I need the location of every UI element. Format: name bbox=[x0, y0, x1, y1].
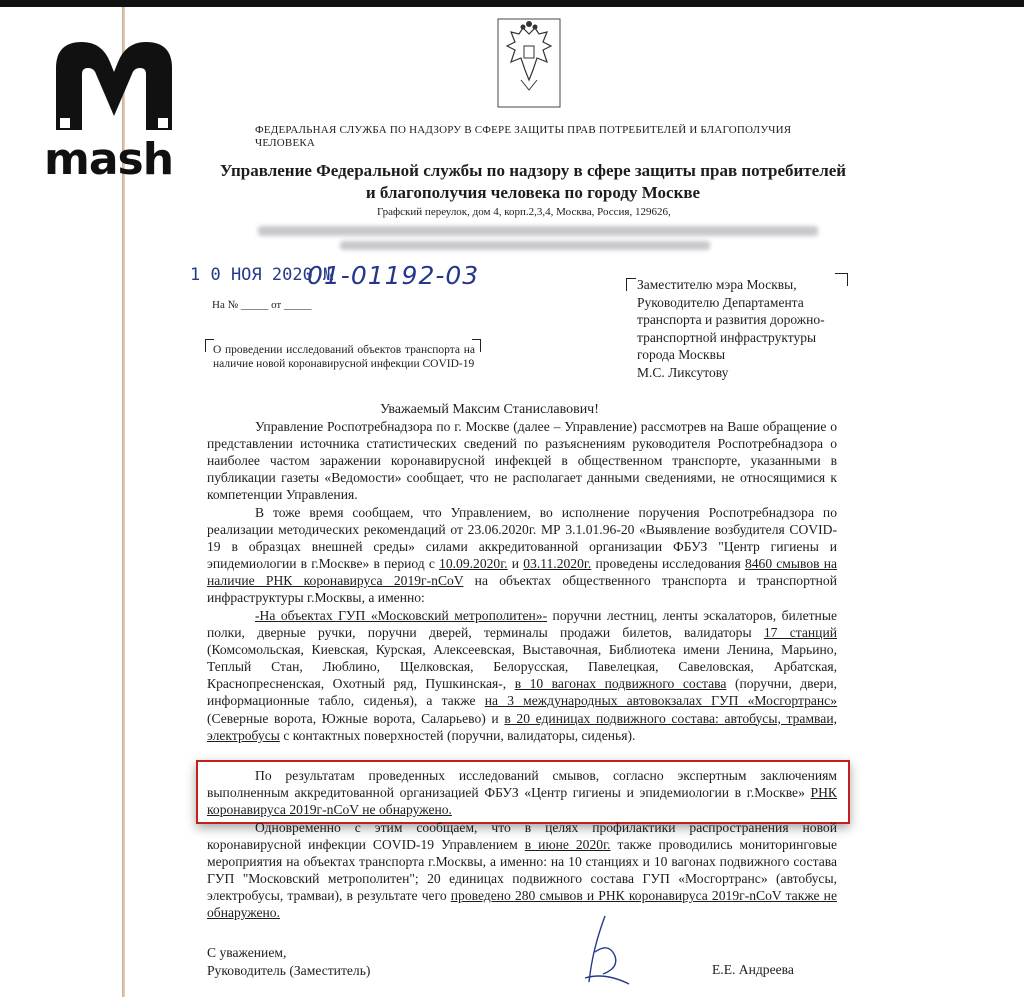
recipient-line: Руководителю Департамента bbox=[637, 294, 804, 310]
p4-result: РНК коронавируса 2019г-nCoV не обнаружено. bbox=[207, 785, 837, 818]
address: Графский переулок, дом 4, корп.2,3,4, Москва, Россия, 129626, bbox=[377, 206, 671, 218]
p5-june: в июне 2020г. bbox=[524, 837, 611, 853]
paragraph-5 bbox=[207, 819, 837, 922]
registration-date: 1 0 НОЯ 2020 № bbox=[190, 265, 334, 285]
organization-title: Управление Федеральной службы по надзору в сфере защиты прав потребителей и благополучия человека по городу Москве bbox=[219, 161, 847, 202]
p2-date-start: 10.09.2020г. bbox=[439, 556, 508, 572]
p3-vehicles: в 20 единицах подвижного состава: автобусы, трамваи, электробусы bbox=[207, 710, 837, 743]
redacted-contact-line-2 bbox=[340, 241, 710, 250]
mash-logo-text: mash bbox=[44, 134, 174, 185]
paragraph-1 bbox=[207, 418, 837, 503]
p2-text: В тоже время сообщаем, что Управлением, во исполнение поручения Роспотребнадзора по реализации методических рекомендаций от 23.06.2020г. МР 3.1.01.96-20 «Выявление возбудителя COVID-19 в образцах внешней среды» силами аккредитованной организации ФБУЗ "Центр гигиены и эпидемиологии в г.Москве» в период с bbox=[207, 505, 837, 572]
p2-date-end: 03.11.2020г. bbox=[523, 556, 592, 572]
recipient-line: М.С. Ликсутову bbox=[637, 364, 729, 380]
signer-position: Руководитель (Заместитель) bbox=[207, 963, 371, 978]
mash-m-icon bbox=[48, 38, 180, 134]
p3-text: (поручни, двери, информационные табло, сиденья), а также bbox=[207, 676, 837, 709]
recipient-line: транспорта и развития дорожно- bbox=[637, 312, 825, 327]
mash-logo bbox=[44, 38, 184, 198]
p5-text: также проводились мониторинговые мероприятия на объектах транспорта г.Москвы, а именно: на 10 станциях и 10 вагонах подвижного состава ГУП "Московский метрополитен"; 20 единицах подвижного состава ГУП «Мосгортранс» (автобусы, электробусы, трамваи), в результате чего bbox=[207, 837, 837, 904]
recipient-line: города Москвы bbox=[637, 347, 726, 362]
closing-block bbox=[207, 944, 370, 980]
signature-icon bbox=[565, 912, 635, 992]
recipient-bracket-left bbox=[626, 278, 636, 291]
redacted-contact-line-1 bbox=[258, 226, 818, 236]
handwritten-number: 01-01192-03 bbox=[307, 261, 480, 290]
p2-swabs: 8460 смывов на наличие РНК коронавируса 2019г-nCoV bbox=[207, 556, 838, 589]
p2-text: проведены исследования bbox=[595, 556, 741, 572]
p3-metro: -На объектах ГУП «Московский метрополитен»- bbox=[255, 608, 548, 623]
greeting: Уважаемый Максим Станиславович! bbox=[380, 402, 599, 417]
paragraph-1-text: Управление Роспотребнадзора по г. Москве (далее – Управление) рассмотрев на Ваше обращение о представлении источника статистических сведений по разъяснениям руководителя Роспотребнадзора о наиболее частом заражении коронавирусной инфекцей в общественном транспорте, указанными в публикации газеты «Ведомости» сообщает, что не располагает данными сведениями, не относящимися к компетенции Управления. bbox=[207, 419, 837, 503]
signer-name: Е.Е. Андреева bbox=[712, 962, 794, 977]
p3-text: с контактных поверхностей (поручни, валидаторы, сиденья). bbox=[283, 727, 636, 743]
p4-text: По результатам проведенных исследований смывов, согласно экспертным заключениям выполненным аккредитованной организацией ФБУЗ «Центр гигиены и эпидемиологии в г.Москве» bbox=[207, 768, 837, 801]
paragraph-2 bbox=[207, 504, 837, 607]
p3-stations: 17 станций bbox=[763, 625, 837, 641]
p5-text: Одновременно с этим сообщаем, что в целях профилактики распространения новой коронавирусной инфекции COVID-19 Управлением bbox=[207, 820, 837, 853]
p3-text: поручни лестниц, ленты эскалаторов, билетные полки, дверные ручки, поручни дверей, терминалы продажи билетов, валидаторы bbox=[207, 608, 837, 641]
letter-subject: О проведении исследований объектов транспорта на наличие новой коронавирусной инфекции COVID-19 bbox=[205, 339, 481, 373]
recipient-block bbox=[637, 276, 867, 381]
recipient-line: транспортной инфраструктуры bbox=[637, 329, 817, 345]
p2-text: на объектах общественного транспорта и транспортной инфраструктуры г.Москвы, а именно: bbox=[207, 573, 838, 606]
p3-text: (Комсомольская, Киевская, Курская, Алексеевская, Выставочная, Библиотека имени Ленина, Марьино, Теплый Стан, Люблино, Щелковская, Белорусская, Павелецкая, Савеловская, Арбатская, Краснопресненская, Охотный ряд, Пушкинская-, bbox=[207, 642, 837, 692]
recipient-line: Заместителю мэра Москвы, bbox=[637, 277, 797, 292]
p3-wagons: в 10 вагонах подвижного состава bbox=[514, 676, 727, 692]
p2-and: и bbox=[511, 556, 520, 572]
top-border bbox=[0, 0, 1024, 7]
paragraph-3 bbox=[207, 607, 837, 744]
regards: С уважением, bbox=[207, 945, 287, 960]
reply-reference: На № _____ от _____ bbox=[212, 299, 312, 311]
paragraph-4-highlighted bbox=[207, 767, 837, 818]
russian-coat-of-arms-icon bbox=[497, 18, 561, 108]
p5-result: проведено 280 смывов и РНК коронавируса 2019г-nCoV также не обнаружено. bbox=[207, 888, 837, 921]
p3-bus-stations: на 3 международных автовокзалах ГУП «Мосгортранс» bbox=[484, 693, 838, 709]
agency-name: ФЕДЕРАЛЬНАЯ СЛУЖБА ПО НАДЗОРУ В СФЕРЕ ЗАЩИТЫ ПРАВ ПОТРЕБИТЕЛЕЙ И БЛАГОПОЛУЧИЯ ЧЕЛОВЕКА bbox=[255, 124, 792, 149]
p3-text: (Северные ворота, Южные ворота, Саларьево) и bbox=[207, 710, 499, 726]
